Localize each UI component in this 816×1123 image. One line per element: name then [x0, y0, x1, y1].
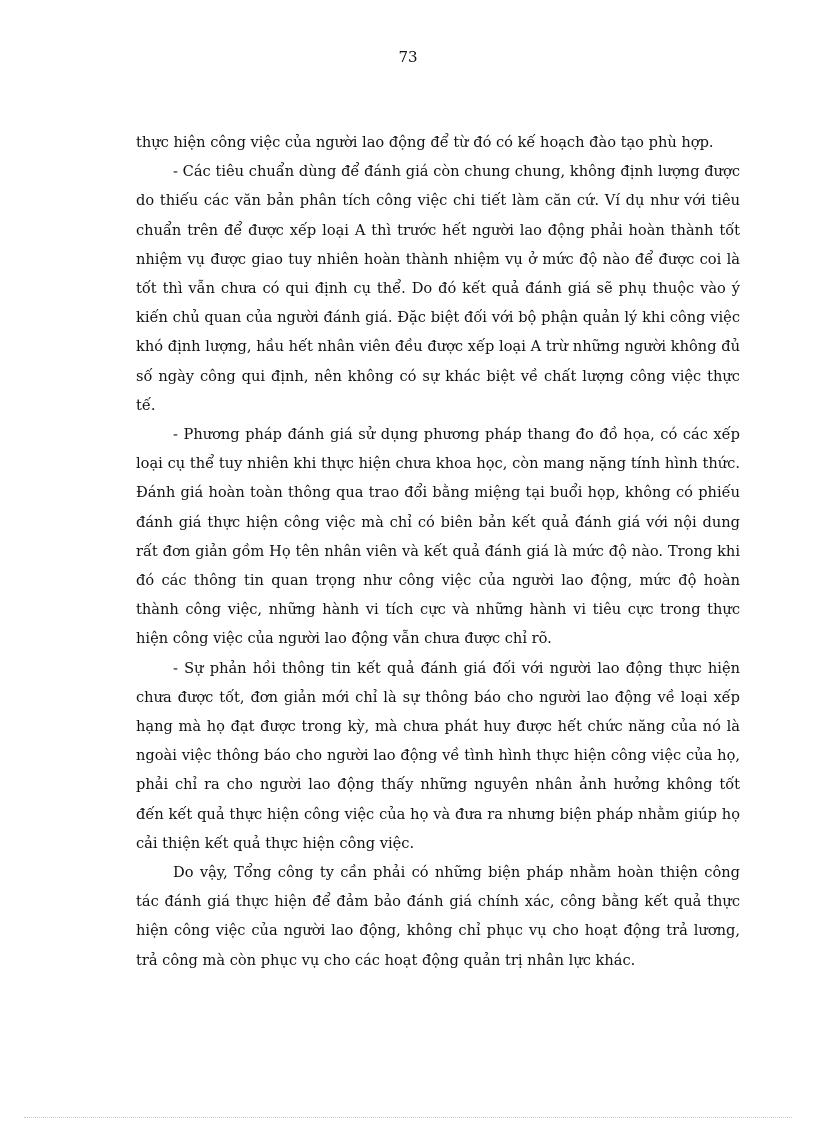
- paragraph-criteria: - Các tiêu chuẩn dùng để đánh giá còn chung chung, không định lượng được do thiếu các văn bản phân tích công việc chi tiết làm căn cứ. Ví dụ như với tiêu chuẩn trên để được xếp loại A thì trước hết người lao động phải hoàn thành tốt nhiệm vụ được giao tuy nhiên hoàn thành nhiệm vụ ở mức độ nào để được coi là tốt thì vẫn chưa có qui định cụ thể. Do đó kết quả đánh giá sẽ phụ thuộc vào ý kiến chủ quan của người đánh giá. Đặc biệt đối với bộ phận quản lý khi công việc khó định lượng, hầu hết nhân viên đều được xếp loại A trừ những người không đủ số ngày công qui định, nên không có sự khác biệt về chất lượng công việc thực tế.: [136, 163, 740, 414]
- page-bottom-divider: [24, 1117, 792, 1118]
- paragraph-conclusion: Do vậy, Tổng công ty cần phải có những biện pháp nhằm hoàn thiện công tác đánh giá thực hiện để đảm bảo đánh giá chính xác, công bằng kết quả thực hiện công việc của người lao động, không chỉ phục vụ cho hoạt động trả lương, trả công mà còn phục vụ cho các hoạt động quản trị nhân lực khác.: [136, 864, 740, 969]
- paragraph-feedback: - Sự phản hồi thông tin kết quả đánh giá đối với người lao động thực hiện chưa được tốt, đơn giản mới chỉ là sự thông báo cho người lao động về loại xếp hạng mà họ đạt được trong kỳ, mà chưa phát huy được hết chức năng của nó là ngoài việc thông báo cho người lao động về tình hình thực hiện công việc của họ, phải chỉ ra cho người lao động thấy những nguyên nhân ảnh hưởng không tốt đến kết quả thực hiện công việc của họ và đưa ra nhưng biện pháp nhằm giúp họ cải thiện kết quả thực hiện công việc.: [136, 659, 740, 852]
- paragraph-method: - Phương pháp đánh giá sử dụng phương pháp thang đo đồ họa, có các xếp loại cụ thể tuy nhiên khi thực hiện chưa khoa học, còn mang nặng tính hình thức. Đánh giá hoàn toàn thông qua trao đổi bằng miệng tại buổi họp, không có phiếu đánh giá thực hiện công việc mà chỉ có biên bản kết quả đánh giá với nội dung rất đơn giản gồm Họ tên nhân viên và kết quả đánh giá là mức độ nào. Trong khi đó các thông tin quan trọng như công việc của người lao động, mức độ hoàn thành công việc, những hành vi tích cực và những hành vi tiêu cực trong thực hiện công việc của người lao động vẫn chưa được chỉ rõ.: [136, 426, 740, 648]
- paragraph-continuation: thực hiện công việc của người lao động để từ đó có kế hoạch đào tạo phù hợp.: [136, 134, 714, 151]
- document-body: [136, 128, 740, 975]
- page-number: 73: [398, 48, 418, 66]
